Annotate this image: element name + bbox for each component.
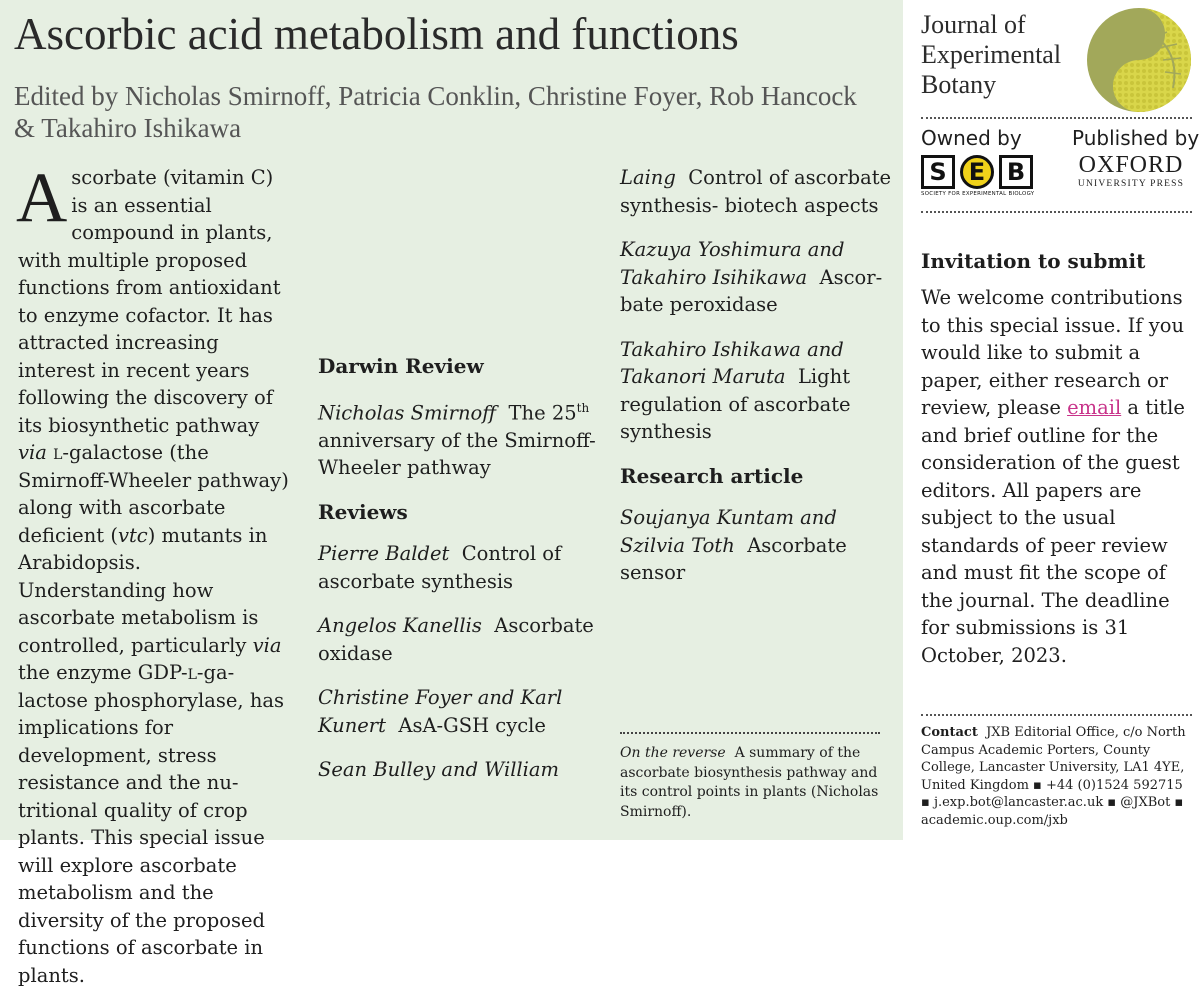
darwin-review-heading: Darwin Review: [318, 354, 484, 378]
divider: [921, 211, 1192, 213]
page-title: Ascorbic acid metabolism and functions: [14, 9, 739, 59]
editors-line: Edited by Nicholas Smirnoff, Patricia Conklin, Christine Foyer, Rob Hancock & Takahiro Ishikawa: [14, 81, 857, 143]
seb-subtitle: SOCIETY FOR EXPERIMENTAL BIOLOGY: [921, 191, 1035, 197]
divider: [921, 714, 1192, 716]
journal-name: Journal of Experimental Botany: [921, 10, 1062, 99]
review-entry-authors-start: Sean Bulley and William: [318, 758, 560, 781]
research-article-heading: Research article: [620, 463, 804, 488]
seb-letter: E: [960, 155, 994, 189]
review-entry: Christine Foyer and Karl Kunert AsA-GSH cycle: [318, 686, 563, 737]
review-entry: Kazuya Yoshimura and Takahiro Isihikawa Ascorbate peroxidase: [620, 238, 883, 316]
seb-logo: [921, 155, 1034, 197]
published-by-label: Published by: [1072, 126, 1200, 150]
darwin-review-entry: Nicholas Smirnoff The 25th anniversary of the Smirnoff-Wheeler pathway: [318, 400, 596, 479]
contents-column-3: [620, 164, 900, 587]
invitation-text: We welcome contributions to this special issue. If you would like to submit a paper, either research or review, please email a title and brief outline for the consideration of the guest editors. All papers are subject to the usual standards of peer review and must fit the scope of the journal. The deadline for submissions is 31 October, 2023.: [921, 286, 1185, 667]
on-the-reverse-note: On the reverse A summary of the ascorbate biosynthesis pathway and its control points in plants (Nicholas Smirnoff).: [620, 732, 880, 822]
seb-letter: S: [921, 155, 955, 189]
review-entry: Angelos Kanellis Ascorbate oxidase: [318, 614, 594, 665]
reviews-heading: Reviews: [318, 499, 408, 524]
review-entry: Pierre Baldet Control of ascorbate synthesis: [318, 542, 562, 593]
contents-column-2: [318, 164, 598, 791]
research-article-entry: Soujanya Kuntam and Szilvia Toth Ascorbate sensor: [620, 506, 847, 584]
seb-letter: B: [999, 155, 1033, 189]
owned-by-label: Owned by: [921, 126, 1022, 150]
drop-cap: A: [16, 159, 68, 237]
contact-info: Contact JXB Editorial Office, c/o North Campus Academic Porters, County College, Lancaster University, LA1 4YE, United Kingdom ▪ +44 (0)1524 592715 ▪ j.exp.bot@lancaster.ac.uk ▪ @JXBot ▪ academic.oup.com/jxb: [921, 725, 1186, 828]
email-link[interactable]: email: [1067, 396, 1122, 419]
review-entry: Takahiro Ishikawa and Takanori Maruta Light regulation of ascorbate synthesis: [620, 337, 851, 443]
intro-column: [16, 159, 290, 989]
review-entry-continued: Laing Control of ascorbate synthesis- biotech aspects: [620, 166, 892, 217]
intro-continuation-space: [318, 164, 598, 329]
oup-logo: OXFORD UNIVERSITY PRESS: [1077, 152, 1185, 189]
divider: [921, 117, 1192, 119]
invitation-heading: Invitation to submit: [921, 249, 1146, 273]
jxb-leaf-logo-icon: [1087, 8, 1191, 112]
intro-paragraph: Ascorbate (vitamin C) is an essential compound in plants, with multiple proposed functions from antioxidant to enzyme cofactor. It has attracted increasing interest in recent years following the discovery of its biosynthetic pathway via l-galactose (the Smirnoff-Wheeler pathway) along with ascorbate deficient (vtc) mutants in Arabidopsis. Understanding how ascorbate metabolism is controlled, particularly via the enzyme GDP-l-galactose phosphorylase, has implications for development, stress resistance and the nutritional quality of crop plants. This special issue will explore ascorbate metabolism and the diversity of the proposed functions of ascorbate in plants.: [16, 159, 289, 987]
